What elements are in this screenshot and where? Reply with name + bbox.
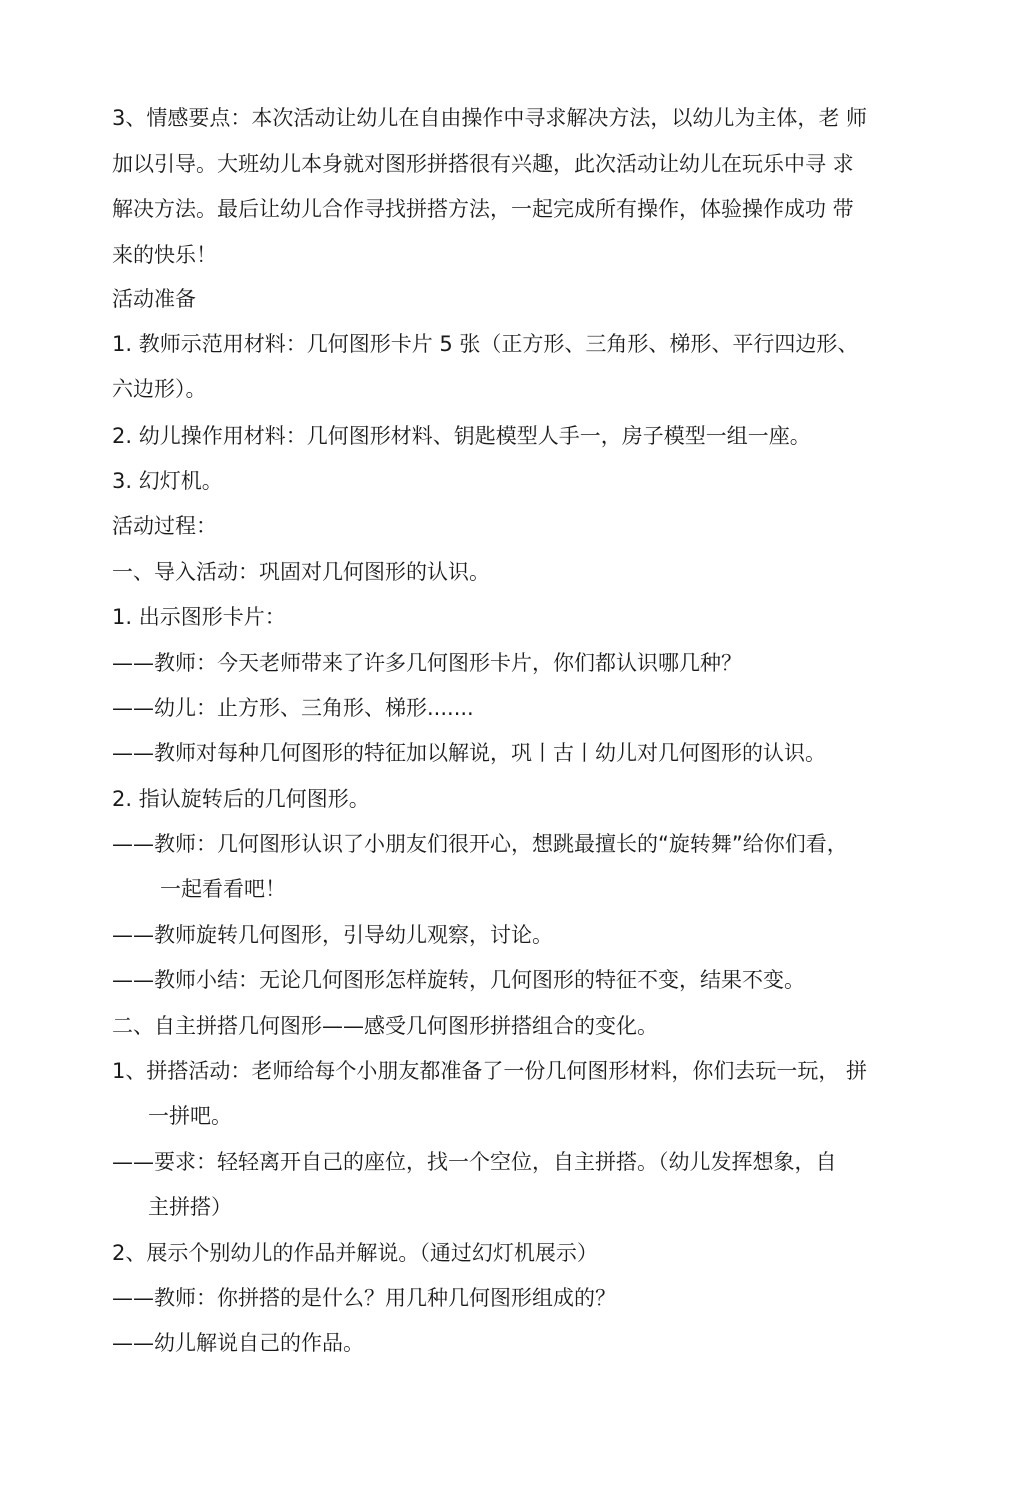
section-heading: 活动过程： [112, 514, 217, 538]
paragraph-line: 来的快乐！ [112, 243, 217, 267]
dialogue-line: ——幼儿解说自己的作品。 [112, 1331, 364, 1355]
section-heading: 活动准备 [112, 287, 196, 311]
list-item: 1、拼搭活动：老师给每个小朋友都准备了一份几何图形材料，你们去玩一玩， 拼 [112, 1059, 868, 1083]
dialogue-line-continuation: 主拼搭） [148, 1195, 232, 1219]
list-item: 2、展示个别幼儿的作品并解说。（通过幻灯机展示） [112, 1241, 598, 1265]
paragraph-line: 加以引导。大班幼儿本身就对图形拼搭很有兴趣，此次活动让幼儿在玩乐中寻 求 [112, 152, 854, 176]
dialogue-line: ——教师：你拼搭的是什么？用几种几何图形组成的？ [112, 1286, 616, 1310]
list-item: 2. 指认旋转后的几何图形。 [112, 787, 370, 811]
list-item-continuation: 一拼吧。 [148, 1104, 232, 1128]
dialogue-line: ——教师对每种几何图形的特征加以解说，巩丨古丨幼儿对几何图形的认识。 [112, 741, 826, 765]
dialogue-line: ——教师：几何图形认识了小朋友们很开心，想跳最擅长的“旋转舞”给你们看， [112, 832, 848, 856]
dialogue-line: ——要求：轻轻离开自己的座位，找一个空位，自主拼搭。（幼儿发挥想象，自 [112, 1150, 837, 1174]
list-item: 1. 出示图形卡片： [112, 605, 286, 629]
list-item: 3. 幻灯机。 [112, 469, 223, 493]
paragraph-line: 3、情感要点：本次活动让幼儿在自由操作中寻求解决方法，以幼儿为主体，老 师 [112, 106, 868, 130]
paragraph-line: 解决方法。最后让幼儿合作寻找拼搭方法，一起完成所有操作，体验操作成功 带 [112, 197, 854, 221]
dialogue-line: ——教师旋转几何图形，引导幼儿观察，讨论。 [112, 923, 553, 947]
dialogue-line: ——教师小结：无论几何图形怎样旋转，几何图形的特征不变，结果不变。 [112, 968, 805, 992]
dialogue-line: ——教师：今天老师带来了许多几何图形卡片，你们都认识哪几种？ [112, 651, 742, 675]
list-item-continuation: 六边形）。 [112, 377, 207, 401]
dialogue-line: ——幼儿：止方形、三角形、梯形....... [112, 696, 474, 720]
list-item: 1. 教师示范用材料：几何图形卡片 5 张（正方形、三角形、梯形、平行四边形、 [112, 332, 859, 356]
subsection-heading: 一、导入活动：巩固对几何图形的认识。 [112, 560, 490, 584]
list-item: 2. 幼儿操作用材料：几何图形材料、钥匙模型人手一，房子模型一组一座。 [112, 424, 811, 448]
dialogue-line-continuation: 一起看看吧！ [160, 877, 286, 901]
subsection-heading: 二、自主拼搭几何图形——感受几何图形拼搭组合的变化。 [112, 1014, 658, 1038]
